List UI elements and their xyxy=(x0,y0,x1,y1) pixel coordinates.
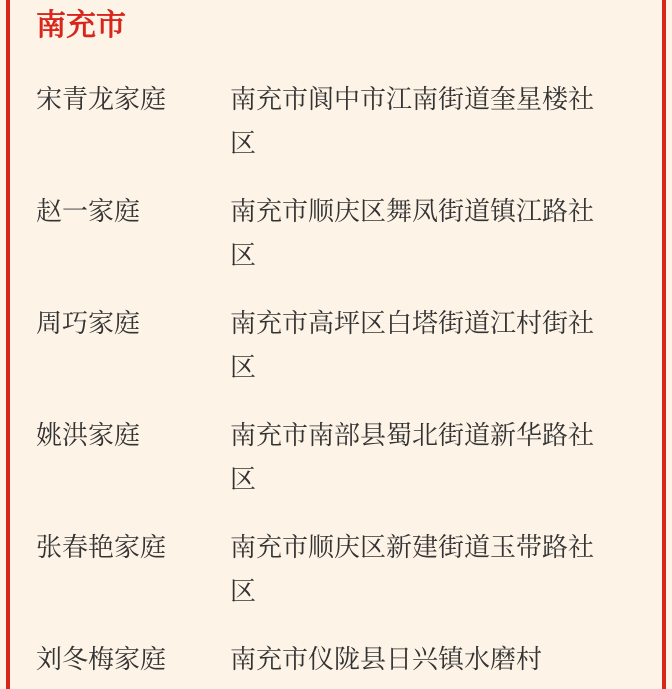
family-name: 宋青龙家庭 xyxy=(36,85,167,115)
left-border xyxy=(6,0,10,689)
family-name: 姚洪家庭 xyxy=(36,421,141,451)
section-title: 南充市 xyxy=(36,8,126,43)
list-item xyxy=(36,526,636,638)
right-border xyxy=(662,0,666,689)
list-item xyxy=(36,78,636,190)
family-name: 刘冬梅家庭 xyxy=(36,645,167,675)
family-address: 南充市高坪区白塔街道江村街社区 xyxy=(230,309,595,383)
family-name: 周巧家庭 xyxy=(36,309,141,339)
family-name: 赵一家庭 xyxy=(36,197,141,227)
family-address: 南充市南部县蜀北街道新华路社区 xyxy=(230,421,595,495)
family-address: 南充市仪陇县日兴镇水磨村 xyxy=(230,645,543,675)
family-address: 南充市顺庆区舞凤街道镇江路社区 xyxy=(230,197,595,271)
family-name: 张春艳家庭 xyxy=(36,533,167,563)
list-item xyxy=(36,190,636,302)
family-list xyxy=(36,78,636,688)
family-address: 南充市阆中市江南街道奎星楼社区 xyxy=(230,85,595,159)
list-item xyxy=(36,638,636,688)
family-address: 南充市顺庆区新建街道玉带路社区 xyxy=(230,533,595,607)
list-item xyxy=(36,414,636,526)
list-item xyxy=(36,302,636,414)
